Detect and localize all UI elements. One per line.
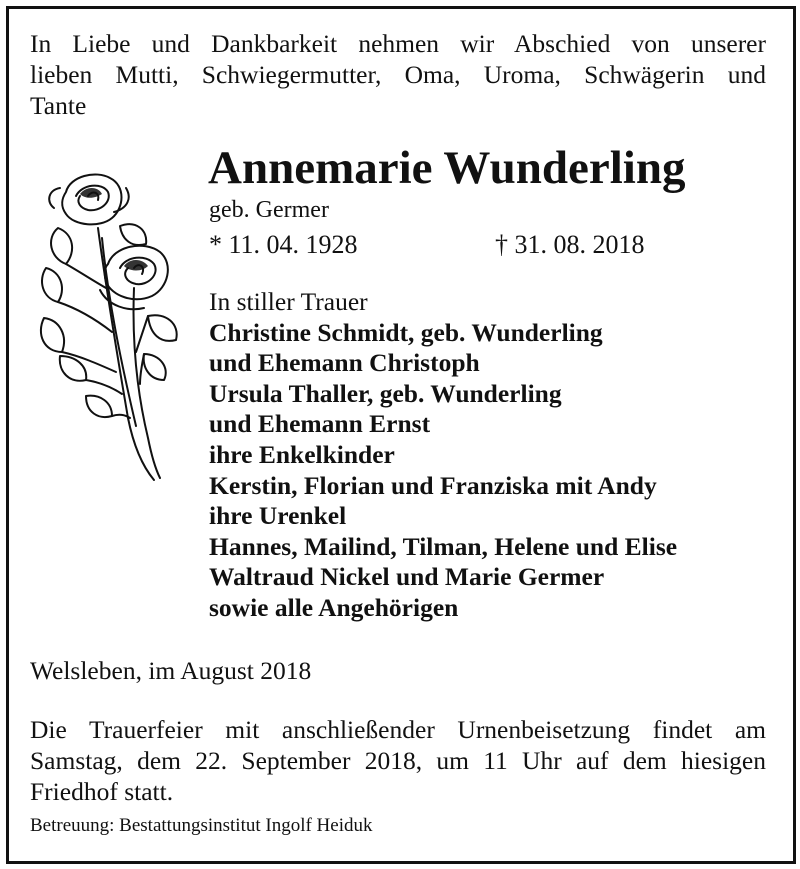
mourner-line: ihre Enkelkinder bbox=[209, 439, 395, 469]
intro-line-1: In Liebe und Dankbarkeit nehmen wir Abschied von unserer bbox=[30, 29, 766, 58]
service-line-3: Friedhof statt. bbox=[30, 777, 174, 806]
deceased-name: Annemarie Wunderling bbox=[208, 142, 686, 194]
roses-icon bbox=[36, 168, 186, 488]
birth-name: geb. Germer bbox=[209, 197, 329, 223]
service-line-1: Die Trauerfeier mit anschließender Urnenbeisetzung findet am bbox=[30, 715, 766, 744]
mourner-line: und Ehemann Ernst bbox=[209, 409, 431, 439]
mourner-line: sowie alle Angehörigen bbox=[209, 592, 459, 622]
intro-line-2: lieben Mutti, Schwiegermutter, Oma, Uroma, Schwägerin und bbox=[30, 60, 766, 89]
mourner-line: Christine Schmidt, geb. Wunderling bbox=[209, 317, 603, 347]
mourner-line: und Ehemann Christoph bbox=[209, 348, 480, 378]
mourner-line: In stiller Trauer bbox=[209, 287, 368, 316]
death-date: † 31. 08. 2018 bbox=[495, 230, 645, 259]
mourner-line: ihre Urenkel bbox=[209, 501, 347, 531]
mourners-list bbox=[209, 287, 769, 624]
service-announcement bbox=[30, 714, 766, 807]
mourner-line: Kerstin, Florian und Franziska mit Andy bbox=[209, 470, 657, 500]
place-date: Welsleben, im August 2018 bbox=[30, 656, 312, 685]
funeral-home-credit: Betreuung: Bestattungsinstitut Ingolf Heiduk bbox=[30, 815, 373, 836]
intro-line-3: Tante bbox=[30, 91, 87, 120]
birth-date: * 11. 04. 1928 bbox=[209, 230, 358, 259]
intro-text bbox=[30, 28, 766, 121]
mourner-line: Hannes, Mailind, Tilman, Helene und Elise bbox=[209, 531, 678, 561]
service-line-2: Samstag, dem 22. September 2018, um 11 Uhr auf dem hiesigen bbox=[30, 746, 766, 775]
mourner-line: Ursula Thaller, geb. Wunderling bbox=[209, 378, 562, 408]
mourner-line: Waltraud Nickel und Marie Germer bbox=[209, 562, 605, 592]
